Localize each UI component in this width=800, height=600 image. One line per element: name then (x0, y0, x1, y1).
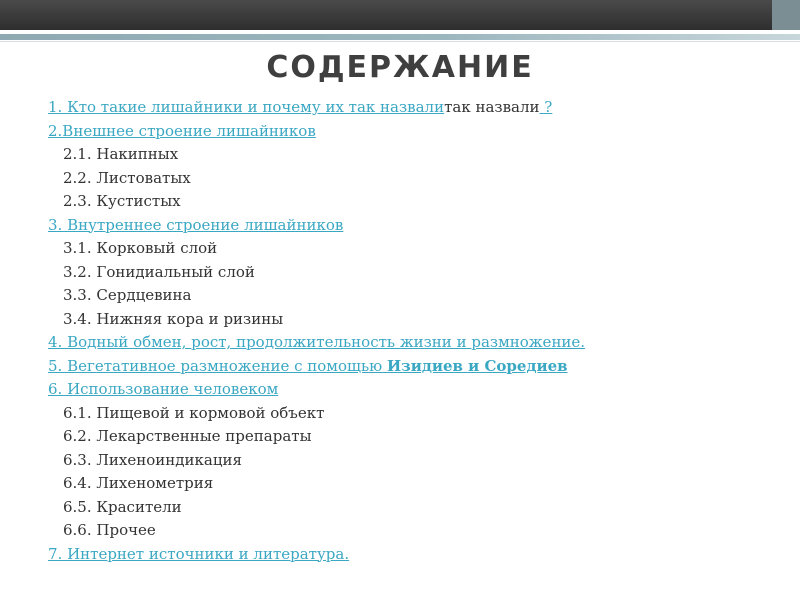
toc-link-2[interactable]: 2.Внешнее строение лишайников (48, 121, 316, 140)
toc-link-6[interactable]: 6. Использование человеком (48, 380, 279, 398)
toc-subitem-2-1: 2.1. Накипных (63, 145, 179, 163)
toc-item-1-plain: так назвали (444, 98, 540, 116)
toc-subitem-2-3: 2.3. Кустистых (63, 192, 181, 210)
toc-subitem-6-6: 6.6. Прочее (63, 521, 156, 539)
toc-item-4 (48, 331, 585, 355)
toc-item-6 (48, 378, 585, 402)
toc-link-5-bold[interactable]: Изидиев и Соредиев (386, 356, 568, 375)
toc-item-3 (48, 214, 585, 238)
accent-line (0, 34, 800, 40)
toc-subitem-3-2: 3.2. Гонидиальный слой (63, 262, 255, 281)
toc-subitem-6-1: 6.1. Пищевой и кормовой объект (63, 403, 325, 422)
toc-link-7[interactable]: 7. Интернет источники и литература. (48, 544, 350, 563)
toc-subitem-6-3: 6.3. Лихеноиндикация (63, 450, 242, 469)
toc-link-5[interactable]: 5. Вегетативное размножение с помощью (48, 356, 387, 375)
toc-link-1[interactable]: 1. Кто такие лишайники и почему их так назвали (48, 98, 445, 116)
toc-link-3[interactable]: 3. Внутреннее строение лишайников (48, 215, 344, 234)
toc-item-2 (48, 120, 585, 144)
table-of-contents (48, 96, 585, 566)
top-bar (0, 0, 800, 30)
toc-subitem-3-4: 3.4. Нижняя кора и ризины (63, 309, 284, 328)
toc-item-5 (48, 355, 585, 379)
toc-link-4[interactable]: 4. Водный обмен, рост, продолжительность жизни и размножение. (48, 333, 586, 351)
toc-item-1 (48, 96, 585, 120)
toc-link-1-tail[interactable]: ? (539, 98, 553, 116)
toc-subitem-6-2: 6.2. Лекарственные препараты (63, 427, 312, 445)
toc-subitem-6-4: 6.4. Лихенометрия (63, 474, 214, 492)
toc-subitem-3-3: 3.3. Сердцевина (63, 286, 192, 304)
page-title: СОДЕРЖАНИЕ (266, 50, 534, 85)
toc-subitem-6-5: 6.5. Красители (63, 497, 182, 516)
toc-subitem-2-2: 2.2. Листоватых (63, 168, 191, 187)
toc-item-7 (48, 543, 585, 567)
top-accent-block (772, 0, 800, 30)
toc-subitem-3-1: 3.1. Корковый слой (63, 239, 218, 257)
accent-thin-line (0, 41, 800, 42)
